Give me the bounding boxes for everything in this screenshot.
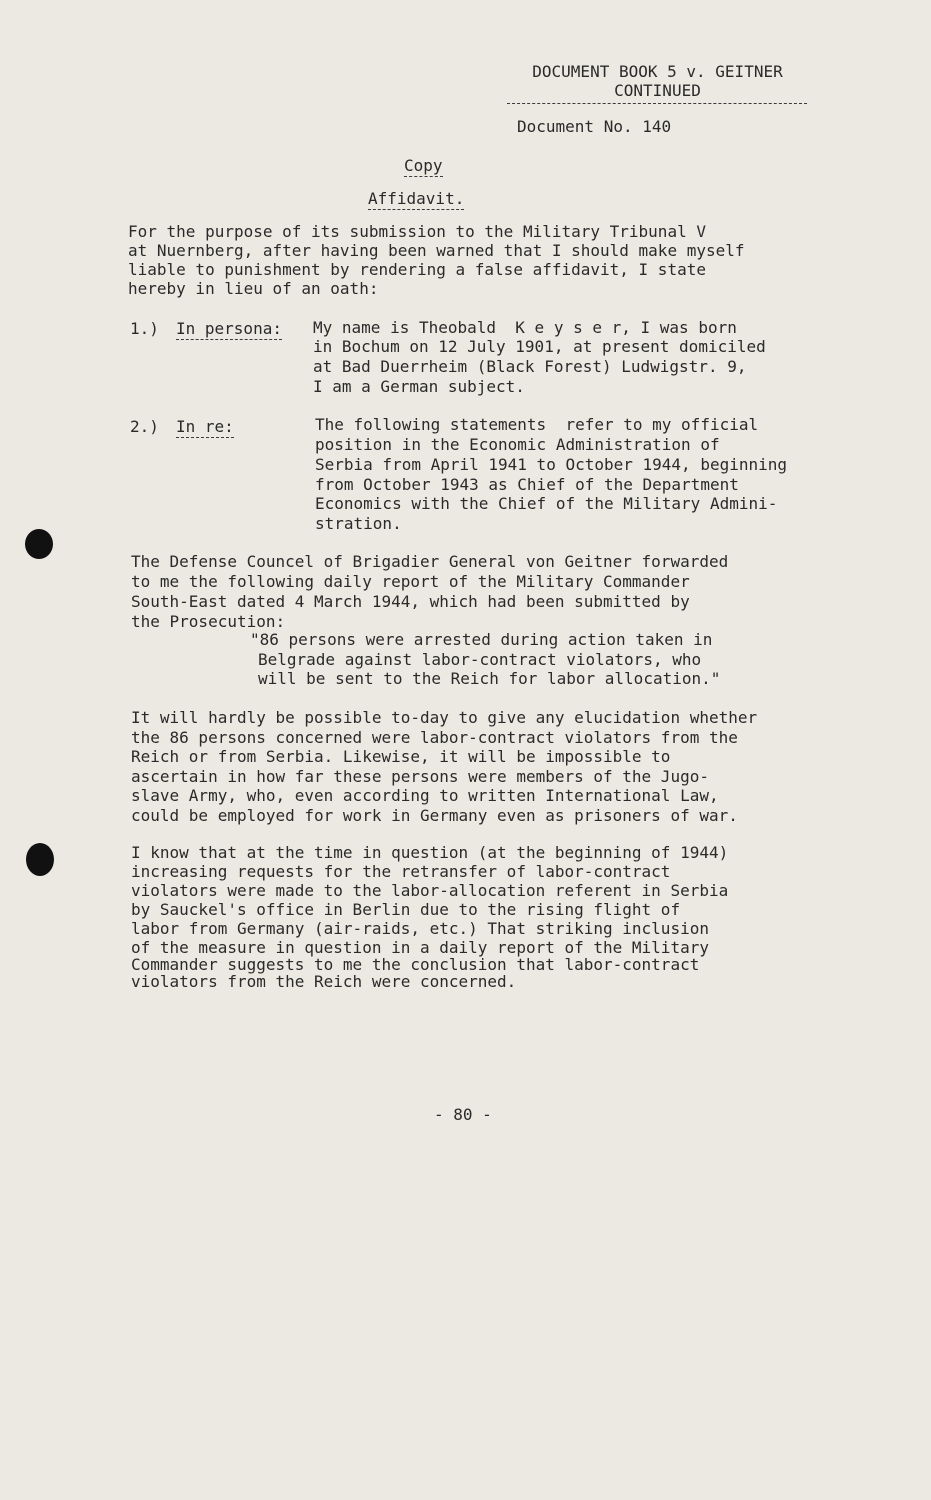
para-line: Reich or from Serbia. Likewise, it will be impossible to [131, 747, 671, 766]
item-line: The following statements refer to my official [315, 415, 759, 434]
header-title: DOCUMENT BOOK 5 v. GEITNER [532, 62, 783, 81]
para-line: slave Army, who, even according to written International Law, [131, 786, 719, 805]
intro-line: at Nuernberg, after having been warned that I should make myself [128, 241, 745, 260]
punch-hole [26, 843, 54, 876]
item-number: 1.) [130, 319, 159, 338]
para-line: Commander suggests to me the conclusion that labor-contract [131, 955, 700, 974]
punch-hole [25, 529, 53, 559]
document-number: Document No. 140 [517, 117, 672, 136]
affidavit-label: Affidavit. [368, 189, 465, 208]
para-line: by Sauckel's office in Berlin due to the rising flight of [131, 900, 681, 919]
document-header [505, 62, 810, 100]
copy-heading [404, 156, 443, 176]
quote-line: "86 persons were arrested during action taken in [250, 630, 713, 649]
para-line: could be employed for work in Germany even as prisoners of war. [131, 806, 738, 825]
para-line: violators were made to the labor-allocation referent in Serbia [131, 881, 729, 900]
intro-line: hereby in lieu of an oath: [128, 279, 379, 298]
para-line: the Prosecution: [131, 612, 286, 631]
intro-line: For the purpose of its submission to the Military Tribunal V [128, 222, 706, 241]
para-line: I know that at the time in question (at the beginning of 1944) [131, 843, 729, 862]
quote-line: Belgrade against labor-contract violators, who [258, 650, 702, 669]
para-line: increasing requests for the retransfer of labor-contract [131, 862, 671, 881]
header-continued: CONTINUED [614, 81, 701, 100]
quote-line: will be sent to the Reich for labor allocation." [258, 669, 721, 688]
item-line: Serbia from April 1941 to October 1944, beginning [315, 455, 788, 474]
item-line: position in the Economic Administration of [315, 435, 720, 454]
header-rule [507, 103, 807, 104]
para-line: violators from the Reich were concerned. [131, 972, 517, 991]
item-label: In re: [176, 417, 234, 436]
para-line: of the measure in question in a daily report of the Military [131, 938, 709, 957]
para-line: ascertain in how far these persons were members of the Jugo- [131, 767, 709, 786]
para-line: to me the following daily report of the Military Commander [131, 572, 690, 591]
item-line: in Bochum on 12 July 1901, at present domiciled [313, 337, 766, 356]
para-line: the 86 persons concerned were labor-contract violators from the [131, 728, 738, 747]
para-line: South-East dated 4 March 1944, which had been submitted by [131, 592, 690, 611]
copy-label: Copy [404, 156, 443, 175]
item-line: stration. [315, 514, 402, 533]
item-number: 2.) [130, 417, 159, 436]
para-line: labor from Germany (air-raids, etc.) That striking inclusion [131, 919, 709, 938]
affidavit-heading [368, 189, 464, 209]
item-line: Economics with the Chief of the Military Admini- [315, 494, 778, 513]
item-line: from October 1943 as Chief of the Department [315, 475, 739, 494]
intro-line: liable to punishment by rendering a false affidavit, I state [128, 260, 706, 279]
item-line: at Bad Duerrheim (Black Forest) Ludwigstr. 9, [313, 357, 747, 376]
item-label: In persona: [176, 319, 282, 338]
page-number: - 80 - [434, 1105, 492, 1124]
para-line: The Defense Councel of Brigadier General von Geitner forwarded [131, 552, 729, 571]
para-line: It will hardly be possible to-day to give any elucidation whether [131, 708, 758, 727]
item-line: My name is Theobald K e y s e r, I was born [313, 318, 737, 337]
item-line: I am a German subject. [313, 377, 525, 396]
